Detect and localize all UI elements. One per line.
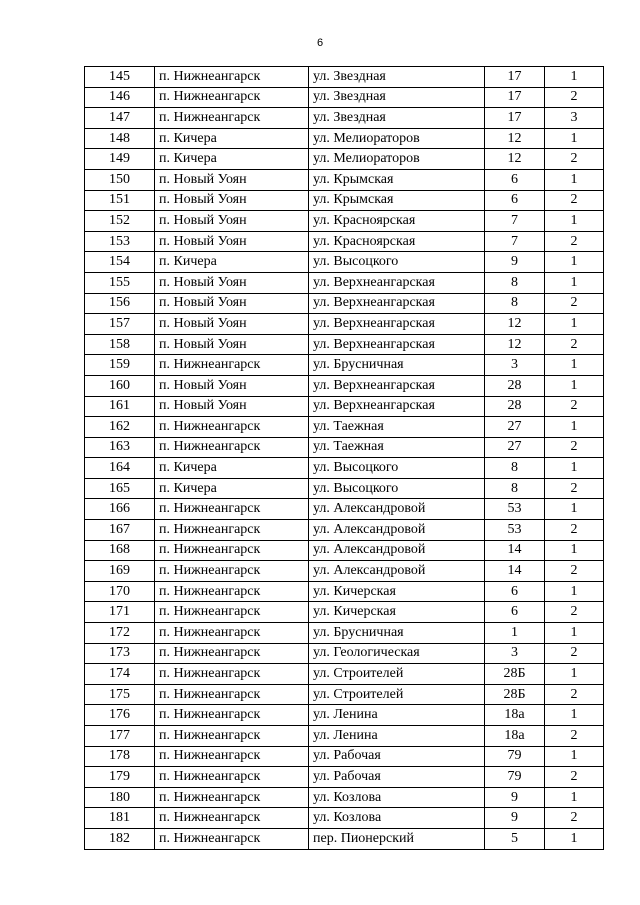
apartment-number-cell: 1 <box>545 705 604 726</box>
table-row <box>85 458 604 479</box>
row-number-cell: 162 <box>85 417 155 438</box>
apartment-number-cell: 2 <box>545 726 604 747</box>
table-row <box>85 684 604 705</box>
row-number-cell: 171 <box>85 602 155 623</box>
table-row <box>85 602 604 623</box>
settlement-cell: п. Нижнеангарск <box>155 684 309 705</box>
row-number-cell: 151 <box>85 190 155 211</box>
settlement-cell: п. Нижнеангарск <box>155 726 309 747</box>
table-row <box>85 787 604 808</box>
street-cell: ул. Таежная <box>309 417 485 438</box>
settlement-cell: п. Новый Уоян <box>155 396 309 417</box>
apartment-number-cell: 2 <box>545 602 604 623</box>
street-cell: ул. Козлова <box>309 787 485 808</box>
table-row <box>85 643 604 664</box>
table-row <box>85 581 604 602</box>
row-number-cell: 176 <box>85 705 155 726</box>
house-number-cell: 3 <box>485 643 545 664</box>
table-row <box>85 314 604 335</box>
apartment-number-cell: 1 <box>545 581 604 602</box>
row-number-cell: 178 <box>85 746 155 767</box>
settlement-cell: п. Новый Уоян <box>155 375 309 396</box>
settlement-cell: п. Нижнеангарск <box>155 87 309 108</box>
street-cell: ул. Высоцкого <box>309 252 485 273</box>
settlement-cell: п. Нижнеангарск <box>155 787 309 808</box>
house-number-cell: 7 <box>485 211 545 232</box>
house-number-cell: 79 <box>485 767 545 788</box>
street-cell: ул. Высоцкого <box>309 458 485 479</box>
table-row <box>85 190 604 211</box>
apartment-number-cell: 1 <box>545 417 604 438</box>
apartment-number-cell: 1 <box>545 355 604 376</box>
street-cell: ул. Геологическая <box>309 643 485 664</box>
settlement-cell: п. Нижнеангарск <box>155 664 309 685</box>
row-number-cell: 169 <box>85 561 155 582</box>
table-row <box>85 664 604 685</box>
street-cell: ул. Звездная <box>309 87 485 108</box>
table-row <box>85 293 604 314</box>
settlement-cell: п. Нижнеангарск <box>155 602 309 623</box>
apartment-number-cell: 1 <box>545 314 604 335</box>
house-number-cell: 5 <box>485 828 545 849</box>
row-number-cell: 165 <box>85 478 155 499</box>
apartment-number-cell: 1 <box>545 128 604 149</box>
table-row <box>85 149 604 170</box>
house-number-cell: 18а <box>485 726 545 747</box>
apartment-number-cell: 2 <box>545 231 604 252</box>
row-number-cell: 147 <box>85 108 155 129</box>
settlement-cell: п. Нижнеангарск <box>155 623 309 644</box>
apartment-number-cell: 2 <box>545 684 604 705</box>
house-number-cell: 6 <box>485 602 545 623</box>
apartment-number-cell: 1 <box>545 211 604 232</box>
settlement-cell: п. Новый Уоян <box>155 314 309 335</box>
row-number-cell: 154 <box>85 252 155 273</box>
street-cell: ул. Рабочая <box>309 767 485 788</box>
house-number-cell: 12 <box>485 314 545 335</box>
table-row <box>85 705 604 726</box>
house-number-cell: 1 <box>485 623 545 644</box>
street-cell: ул. Рабочая <box>309 746 485 767</box>
settlement-cell: п. Новый Уоян <box>155 211 309 232</box>
house-number-cell: 12 <box>485 149 545 170</box>
table-row <box>85 520 604 541</box>
table-row <box>85 746 604 767</box>
row-number-cell: 174 <box>85 664 155 685</box>
street-cell: ул. Высоцкого <box>309 478 485 499</box>
settlement-cell: п. Нижнеангарск <box>155 499 309 520</box>
house-number-cell: 17 <box>485 67 545 88</box>
row-number-cell: 161 <box>85 396 155 417</box>
house-number-cell: 8 <box>485 272 545 293</box>
apartment-number-cell: 2 <box>545 149 604 170</box>
apartment-number-cell: 2 <box>545 561 604 582</box>
table-row <box>85 211 604 232</box>
apartment-number-cell: 2 <box>545 293 604 314</box>
row-number-cell: 166 <box>85 499 155 520</box>
row-number-cell: 146 <box>85 87 155 108</box>
house-number-cell: 14 <box>485 540 545 561</box>
row-number-cell: 155 <box>85 272 155 293</box>
street-cell: ул. Верхнеангарская <box>309 293 485 314</box>
house-number-cell: 28 <box>485 375 545 396</box>
apartment-number-cell: 2 <box>545 808 604 829</box>
house-number-cell: 7 <box>485 231 545 252</box>
street-cell: ул. Строителей <box>309 664 485 685</box>
street-cell: ул. Козлова <box>309 808 485 829</box>
house-number-cell: 18а <box>485 705 545 726</box>
street-cell: ул. Строителей <box>309 684 485 705</box>
settlement-cell: п. Нижнеангарск <box>155 540 309 561</box>
table-row <box>85 396 604 417</box>
street-cell: ул. Ленина <box>309 705 485 726</box>
street-cell: ул. Брусничная <box>309 355 485 376</box>
row-number-cell: 177 <box>85 726 155 747</box>
apartment-number-cell: 1 <box>545 540 604 561</box>
house-number-cell: 8 <box>485 458 545 479</box>
table-row <box>85 478 604 499</box>
house-number-cell: 8 <box>485 478 545 499</box>
table-row <box>85 108 604 129</box>
settlement-cell: п. Кичера <box>155 252 309 273</box>
table-row <box>85 67 604 88</box>
apartment-number-cell: 2 <box>545 396 604 417</box>
house-number-cell: 27 <box>485 417 545 438</box>
apartment-number-cell: 1 <box>545 623 604 644</box>
street-cell: ул. Мелиораторов <box>309 149 485 170</box>
house-number-cell: 12 <box>485 128 545 149</box>
row-number-cell: 163 <box>85 437 155 458</box>
street-cell: ул. Верхнеангарская <box>309 396 485 417</box>
apartment-number-cell: 1 <box>545 252 604 273</box>
street-cell: ул. Крымская <box>309 190 485 211</box>
page-number: 6 <box>316 37 324 49</box>
street-cell: ул. Крымская <box>309 169 485 190</box>
house-number-cell: 8 <box>485 293 545 314</box>
table-row <box>85 128 604 149</box>
street-cell: ул. Таежная <box>309 437 485 458</box>
settlement-cell: п. Новый Уоян <box>155 190 309 211</box>
row-number-cell: 173 <box>85 643 155 664</box>
settlement-cell: п. Новый Уоян <box>155 293 309 314</box>
apartment-number-cell: 1 <box>545 664 604 685</box>
row-number-cell: 182 <box>85 828 155 849</box>
row-number-cell: 170 <box>85 581 155 602</box>
row-number-cell: 157 <box>85 314 155 335</box>
settlement-cell: п. Нижнеангарск <box>155 437 309 458</box>
apartment-number-cell: 1 <box>545 499 604 520</box>
apartment-number-cell: 1 <box>545 272 604 293</box>
apartment-number-cell: 2 <box>545 87 604 108</box>
apartment-number-cell: 2 <box>545 478 604 499</box>
house-number-cell: 17 <box>485 87 545 108</box>
apartment-number-cell: 2 <box>545 437 604 458</box>
house-number-cell: 53 <box>485 499 545 520</box>
settlement-cell: п. Кичера <box>155 458 309 479</box>
street-cell: ул. Красноярская <box>309 211 485 232</box>
row-number-cell: 149 <box>85 149 155 170</box>
table-row <box>85 623 604 644</box>
apartment-number-cell: 2 <box>545 334 604 355</box>
street-cell: ул. Александровой <box>309 540 485 561</box>
table-row <box>85 355 604 376</box>
house-number-cell: 9 <box>485 787 545 808</box>
house-number-cell: 17 <box>485 108 545 129</box>
apartment-number-cell: 2 <box>545 520 604 541</box>
apartment-number-cell: 1 <box>545 375 604 396</box>
street-cell: ул. Верхнеангарская <box>309 272 485 293</box>
house-number-cell: 9 <box>485 252 545 273</box>
street-cell: пер. Пионерский <box>309 828 485 849</box>
settlement-cell: п. Нижнеангарск <box>155 828 309 849</box>
settlement-cell: п. Нижнеангарск <box>155 746 309 767</box>
table-row <box>85 169 604 190</box>
house-number-cell: 27 <box>485 437 545 458</box>
apartment-number-cell: 1 <box>545 787 604 808</box>
house-number-cell: 3 <box>485 355 545 376</box>
row-number-cell: 158 <box>85 334 155 355</box>
address-table-body <box>85 67 604 850</box>
table-row <box>85 561 604 582</box>
table-row <box>85 87 604 108</box>
table-row <box>85 540 604 561</box>
house-number-cell: 28Б <box>485 664 545 685</box>
street-cell: ул. Верхнеангарская <box>309 314 485 335</box>
table-row <box>85 828 604 849</box>
settlement-cell: п. Нижнеангарск <box>155 520 309 541</box>
house-number-cell: 28Б <box>485 684 545 705</box>
settlement-cell: п. Нижнеангарск <box>155 581 309 602</box>
street-cell: ул. Верхнеангарская <box>309 334 485 355</box>
settlement-cell: п. Кичера <box>155 149 309 170</box>
apartment-number-cell: 2 <box>545 767 604 788</box>
apartment-number-cell: 3 <box>545 108 604 129</box>
settlement-cell: п. Кичера <box>155 128 309 149</box>
street-cell: ул. Красноярская <box>309 231 485 252</box>
table-row <box>85 437 604 458</box>
settlement-cell: п. Новый Уоян <box>155 231 309 252</box>
street-cell: ул. Верхнеангарская <box>309 375 485 396</box>
house-number-cell: 6 <box>485 190 545 211</box>
settlement-cell: п. Нижнеангарск <box>155 417 309 438</box>
row-number-cell: 160 <box>85 375 155 396</box>
settlement-cell: п. Кичера <box>155 478 309 499</box>
row-number-cell: 168 <box>85 540 155 561</box>
street-cell: ул. Александровой <box>309 499 485 520</box>
row-number-cell: 181 <box>85 808 155 829</box>
settlement-cell: п. Нижнеангарск <box>155 643 309 664</box>
apartment-number-cell: 1 <box>545 828 604 849</box>
apartment-number-cell: 1 <box>545 169 604 190</box>
row-number-cell: 172 <box>85 623 155 644</box>
row-number-cell: 145 <box>85 67 155 88</box>
street-cell: ул. Александровой <box>309 561 485 582</box>
table-row <box>85 334 604 355</box>
apartment-number-cell: 1 <box>545 746 604 767</box>
street-cell: ул. Брусничная <box>309 623 485 644</box>
row-number-cell: 167 <box>85 520 155 541</box>
settlement-cell: п. Нижнеангарск <box>155 808 309 829</box>
street-cell: ул. Кичерская <box>309 581 485 602</box>
settlement-cell: п. Нижнеангарск <box>155 355 309 376</box>
row-number-cell: 180 <box>85 787 155 808</box>
street-cell: ул. Звездная <box>309 67 485 88</box>
settlement-cell: п. Нижнеангарск <box>155 767 309 788</box>
apartment-number-cell: 2 <box>545 643 604 664</box>
house-number-cell: 79 <box>485 746 545 767</box>
table-row <box>85 272 604 293</box>
street-cell: ул. Александровой <box>309 520 485 541</box>
row-number-cell: 153 <box>85 231 155 252</box>
settlement-cell: п. Новый Уоян <box>155 169 309 190</box>
house-number-cell: 53 <box>485 520 545 541</box>
street-cell: ул. Ленина <box>309 726 485 747</box>
row-number-cell: 156 <box>85 293 155 314</box>
settlement-cell: п. Новый Уоян <box>155 334 309 355</box>
apartment-number-cell: 1 <box>545 458 604 479</box>
table-row <box>85 499 604 520</box>
house-number-cell: 14 <box>485 561 545 582</box>
house-number-cell: 28 <box>485 396 545 417</box>
table-row <box>85 417 604 438</box>
address-table <box>84 66 604 850</box>
table-row <box>85 231 604 252</box>
settlement-cell: п. Нижнеангарск <box>155 67 309 88</box>
row-number-cell: 164 <box>85 458 155 479</box>
row-number-cell: 152 <box>85 211 155 232</box>
house-number-cell: 9 <box>485 808 545 829</box>
row-number-cell: 175 <box>85 684 155 705</box>
street-cell: ул. Звездная <box>309 108 485 129</box>
apartment-number-cell: 2 <box>545 190 604 211</box>
table-row <box>85 767 604 788</box>
settlement-cell: п. Нижнеангарск <box>155 705 309 726</box>
settlement-cell: п. Нижнеангарск <box>155 561 309 582</box>
street-cell: ул. Мелиораторов <box>309 128 485 149</box>
table-row <box>85 808 604 829</box>
house-number-cell: 6 <box>485 581 545 602</box>
house-number-cell: 12 <box>485 334 545 355</box>
row-number-cell: 150 <box>85 169 155 190</box>
row-number-cell: 159 <box>85 355 155 376</box>
table-row <box>85 252 604 273</box>
street-cell: ул. Кичерская <box>309 602 485 623</box>
settlement-cell: п. Нижнеангарск <box>155 108 309 129</box>
house-number-cell: 6 <box>485 169 545 190</box>
apartment-number-cell: 1 <box>545 67 604 88</box>
table-row <box>85 375 604 396</box>
row-number-cell: 148 <box>85 128 155 149</box>
row-number-cell: 179 <box>85 767 155 788</box>
table-row <box>85 726 604 747</box>
settlement-cell: п. Новый Уоян <box>155 272 309 293</box>
